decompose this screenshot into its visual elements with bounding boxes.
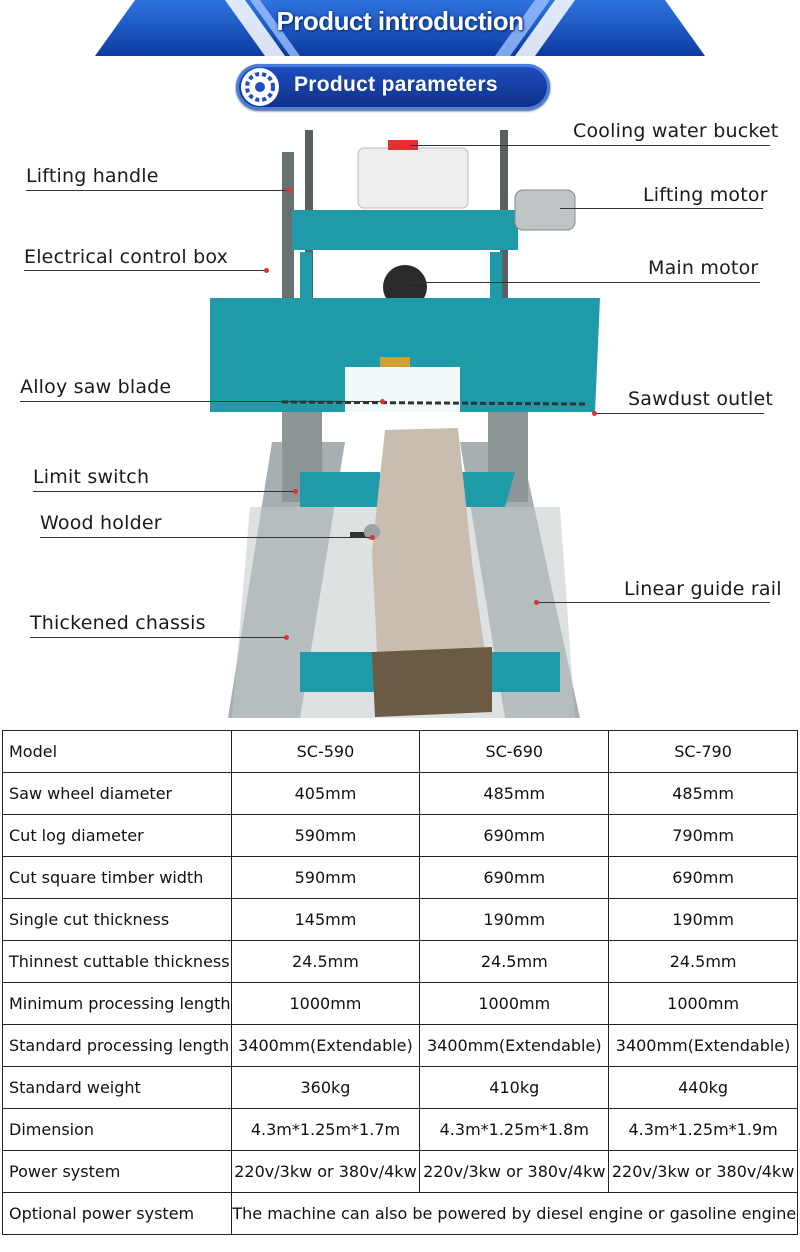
cell-value: 690mm [420, 815, 609, 857]
cell-value: 3400mm(Extendable) [609, 1025, 798, 1067]
row-label: Standard processing length [3, 1025, 232, 1067]
cell-value: SC-590 [231, 731, 420, 773]
callout-limit-switch: Limit switch [33, 466, 150, 488]
callout-cooling-water-bucket: Cooling water bucket [573, 120, 779, 142]
cell-value: 1000mm [609, 983, 798, 1025]
callout-dot [293, 489, 298, 494]
page-title: Product introduction [276, 6, 524, 36]
cell-value: 4.3m*1.25m*1.8m [420, 1109, 609, 1151]
saw-blade-icon [241, 68, 279, 106]
cell-value: 190mm [609, 899, 798, 941]
table-row [3, 1109, 798, 1151]
callout-line [410, 282, 760, 283]
cell-value: 4.3m*1.25m*1.7m [231, 1109, 420, 1151]
cell-value: 590mm [231, 857, 420, 899]
callout-sawdust-outlet: Sawdust outlet [628, 388, 774, 410]
cell-value: SC-790 [609, 731, 798, 773]
callout-line [20, 401, 382, 402]
cell-value: SC-690 [420, 731, 609, 773]
callout-line [26, 190, 288, 191]
cell-value: 24.5mm [420, 941, 609, 983]
row-label: Standard weight [3, 1067, 232, 1109]
cell-value: 220v/3kw or 380v/4kw [231, 1151, 420, 1193]
cell-value: 690mm [609, 857, 798, 899]
callout-electrical-control-box: Electrical control box [24, 246, 229, 268]
callout-lifting-motor: Lifting motor [643, 184, 768, 206]
header-banner [95, 0, 705, 56]
callout-line [594, 413, 764, 414]
section-heading [236, 64, 550, 110]
table-row-optional [3, 1193, 798, 1235]
table-row [3, 983, 798, 1025]
cell-value: 790mm [609, 815, 798, 857]
callout-lifting-handle: Lifting handle [26, 165, 159, 187]
row-label: Cut square timber width [3, 857, 232, 899]
machine-figure [0, 112, 800, 720]
callout-alloy-saw-blade: Alloy saw blade [20, 376, 172, 398]
cell-value: 3400mm(Extendable) [420, 1025, 609, 1067]
callout-linear-guide-rail: Linear guide rail [624, 578, 782, 600]
section-title: Product parameters [294, 73, 498, 96]
table-row [3, 1025, 798, 1067]
cell-value: 24.5mm [231, 941, 420, 983]
table-row [3, 941, 798, 983]
row-label: Dimension [3, 1109, 232, 1151]
cell-value: 190mm [420, 899, 609, 941]
cell-value: 405mm [231, 773, 420, 815]
callout-wood-holder: Wood holder [40, 512, 162, 534]
table-row [3, 899, 798, 941]
callout-dot [284, 635, 289, 640]
row-label: Cut log diameter [3, 815, 232, 857]
callout-main-motor: Main motor [648, 257, 759, 279]
callout-dot [370, 535, 375, 540]
callout-line [40, 537, 372, 538]
cell-value: 220v/3kw or 380v/4kw [420, 1151, 609, 1193]
callout-line [536, 602, 770, 603]
cell-value: 220v/3kw or 380v/4kw [609, 1151, 798, 1193]
callout-thickened-chassis: Thickened chassis [30, 612, 206, 634]
cell-value: 690mm [420, 857, 609, 899]
cell-value: 590mm [231, 815, 420, 857]
spec-table [2, 730, 798, 1235]
row-label: Single cut thickness [3, 899, 232, 941]
callout-line [410, 145, 770, 146]
row-label: Minimum processing length [3, 983, 232, 1025]
optional-power-note: The machine can also be powered by diesel engine or gasoline engine [231, 1193, 797, 1235]
cell-value: 4.3m*1.25m*1.9m [609, 1109, 798, 1151]
row-label: Power system [3, 1151, 232, 1193]
callout-line [30, 637, 286, 638]
table-row [3, 815, 798, 857]
cell-value: 24.5mm [609, 941, 798, 983]
cell-value: 145mm [231, 899, 420, 941]
cell-value: 3400mm(Extendable) [231, 1025, 420, 1067]
cell-value: 1000mm [231, 983, 420, 1025]
table-row [3, 1151, 798, 1193]
callout-line [24, 270, 266, 271]
table-row [3, 1067, 798, 1109]
callout-dot [286, 188, 291, 193]
cell-value: 360kg [231, 1067, 420, 1109]
cell-value: 410kg [420, 1067, 609, 1109]
cell-value: 485mm [420, 773, 609, 815]
cell-value: 440kg [609, 1067, 798, 1109]
table-row [3, 731, 798, 773]
cell-value: 1000mm [420, 983, 609, 1025]
table-row [3, 857, 798, 899]
row-label: Thinnest cuttable thickness [3, 941, 232, 983]
row-label: Optional power system [3, 1193, 232, 1235]
table-row [3, 773, 798, 815]
callout-line [560, 208, 763, 209]
row-label: Saw wheel diameter [3, 773, 232, 815]
callout-dot [264, 268, 269, 273]
row-label: Model [3, 731, 232, 773]
cell-value: 485mm [609, 773, 798, 815]
callout-dot [534, 600, 539, 605]
callout-dot [380, 399, 385, 404]
callout-dot [592, 411, 597, 416]
callout-line [33, 491, 295, 492]
